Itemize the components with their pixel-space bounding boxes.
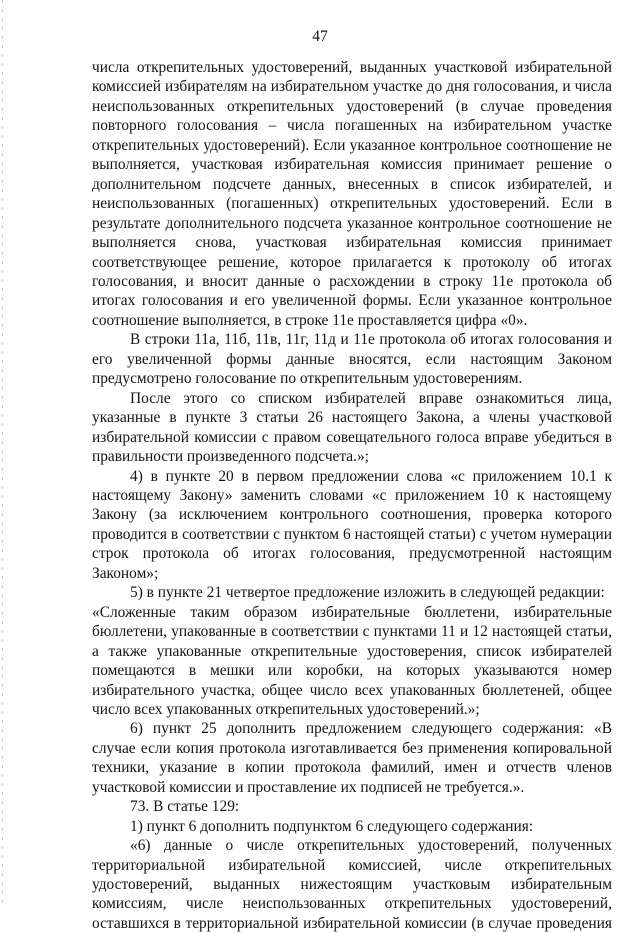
paragraph-item-4: 4) в пункте 20 в первом предложении слова «с приложением 10.1 к настоящему Закону» заменить словами «с приложением 10 к настоящему Закону (за исключением контрольного соотношения, проверка которого проводится в соответствии с пунктом 6 настоящей статьи) с учетом нумерации строк протокола об итогах голосования, предусмотренной настоящим Законом»; (92, 467, 612, 582)
paragraph-control-ratio: числа открепительных удостоверений, выданных участковой избирательной комиссией избирателям на избирательном участке до дня голосования, и числа неиспользованных открепительных удостоверений (в случае проведения повторного голосования – числа погашенных на избирательном участке открепительных удостоверений). Если указанное контрольное соотношение не выполняется, участковая избирательная комиссия принимает решение о дополнительном подсчете данных, внесенных в список избирателей, и неиспользованных (погашенных) открепительных удостоверений. Если в результате дополнительного подсчета указанное контрольное соотношение не выполняется снова, участковая избирательная комиссия принимает соответствующее решение, которое прилагается к протоколу об итогах голосования, и вносит данные о расхождении в строку 11е протокола об итогах голосования и его увеличенной формы. Если указанное контрольное соотношение выполняется, в строке 11е проставляется цифра «0». (92, 59, 612, 329)
page-number: 47 (312, 28, 328, 45)
paragraph-item-6: 6) пункт 25 дополнить предложением следующего содержания: «В случае если копия протокола изготавливается без применения копировальной техники, указание в копии протокола фамилий, имен и отчеств членов участковой комиссии и проставление их подписей не требуется.». (92, 720, 612, 796)
paragraph-voter-list-review: После этого со списком избирателей вправе ознакомиться лица, указанные в пункте 3 статьи 26 настоящего Закона, а члены участковой избирательной комиссии с правом совещательного голоса вправе убедиться в правильности произведенного подсчета.»; (92, 389, 612, 466)
paragraph-article-129-heading: 73. В статье 129: (130, 798, 240, 816)
binding-edge-mark (2, 0, 3, 905)
paragraph-subitem-6-quote: «6) данные о числе открепительных удостоверений, полученных территориальной избирательной комиссией, числе открепительных удостоверений, выданных нижестоящим участковым избирательным комиссиям, числе неиспользованных открепительных удостоверений, оставшихся в территориальной избирательной комиссии (в случае проведения (92, 837, 612, 932)
document-body (92, 58, 612, 933)
paragraph-article-129-item-1: 1) пункт 6 дополнить подпунктом 6 следующего содержания: (130, 817, 534, 835)
paragraph-rows-11: В строки 11а, 11б, 11в, 11г, 11д и 11е протокола об итогах голосования и его увеличенной формы данные вносятся, если настоящим Законом предусмотрено голосование по открепительным удостоверениям. (92, 331, 612, 388)
paragraph-item-5-quote: «Сложенные таким образом избирательные бюллетени, избирательные бюллетени, упакованные в соответствии с пунктами 11 и 12 настоящей статьи, а также упакованные открепительные удостоверения, список избирателей помещаются в мешки или коробки, на которых указываются номер избирательного участка, общее число всех упакованных бюллетеней, общее число всех упакованных открепительных удостоверений.»; (92, 603, 612, 718)
paragraph-item-5: 5) в пункте 21 четвертое предложение изложить в следующей редакции: (130, 584, 605, 602)
